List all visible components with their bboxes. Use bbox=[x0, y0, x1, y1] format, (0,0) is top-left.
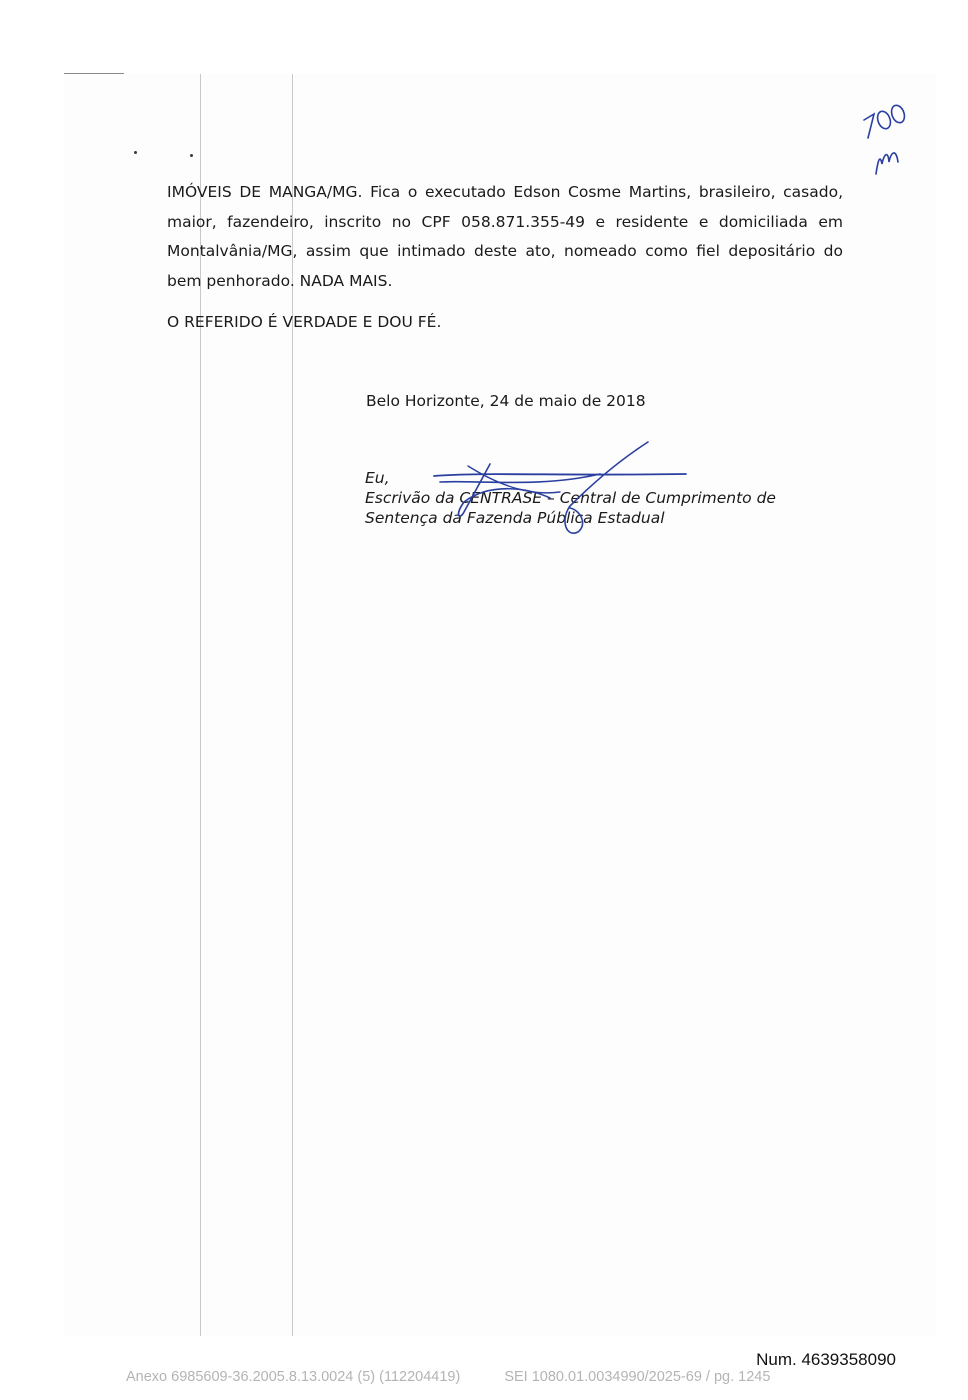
signature-line-1: Eu, bbox=[365, 469, 390, 487]
signature-line-2: Escrivão da CENTRASE – Central de Cumprimento de bbox=[365, 489, 776, 507]
signature-line-3: Sentença da Fazenda Pública Estadual bbox=[365, 509, 665, 527]
footer-reference bbox=[126, 1369, 770, 1385]
handwritten-page-number bbox=[858, 98, 914, 186]
annex-reference: Anexo 6985609-36.2005.8.13.0024 (5) (112204419) bbox=[126, 1369, 461, 1385]
scan-edge bbox=[64, 73, 124, 74]
scan-speck bbox=[134, 151, 137, 154]
document-number: Num. 4639358090 bbox=[756, 1350, 896, 1369]
sei-reference: SEI 1080.01.0034990/2025-69 / pg. 1245 bbox=[504, 1369, 771, 1385]
body-paragraph: IMÓVEIS DE MANGA/MG. Fica o executado Edson Cosme Martins, brasileiro, casado, maior, fazendeiro, inscrito no CPF 058.871.355-49 e residente e domiciliada em Montalvânia/MG, assim que intimado deste ato, nomeado como fiel depositário do bem penhorado. NADA MAIS. bbox=[167, 183, 843, 290]
scan-speck bbox=[190, 154, 193, 157]
place-date: Belo Horizonte, 24 de maio de 2018 bbox=[366, 392, 646, 410]
handwritten-signature bbox=[420, 436, 700, 550]
attestation-line: O REFERIDO É VERDADE E DOU FÉ. bbox=[167, 313, 442, 331]
